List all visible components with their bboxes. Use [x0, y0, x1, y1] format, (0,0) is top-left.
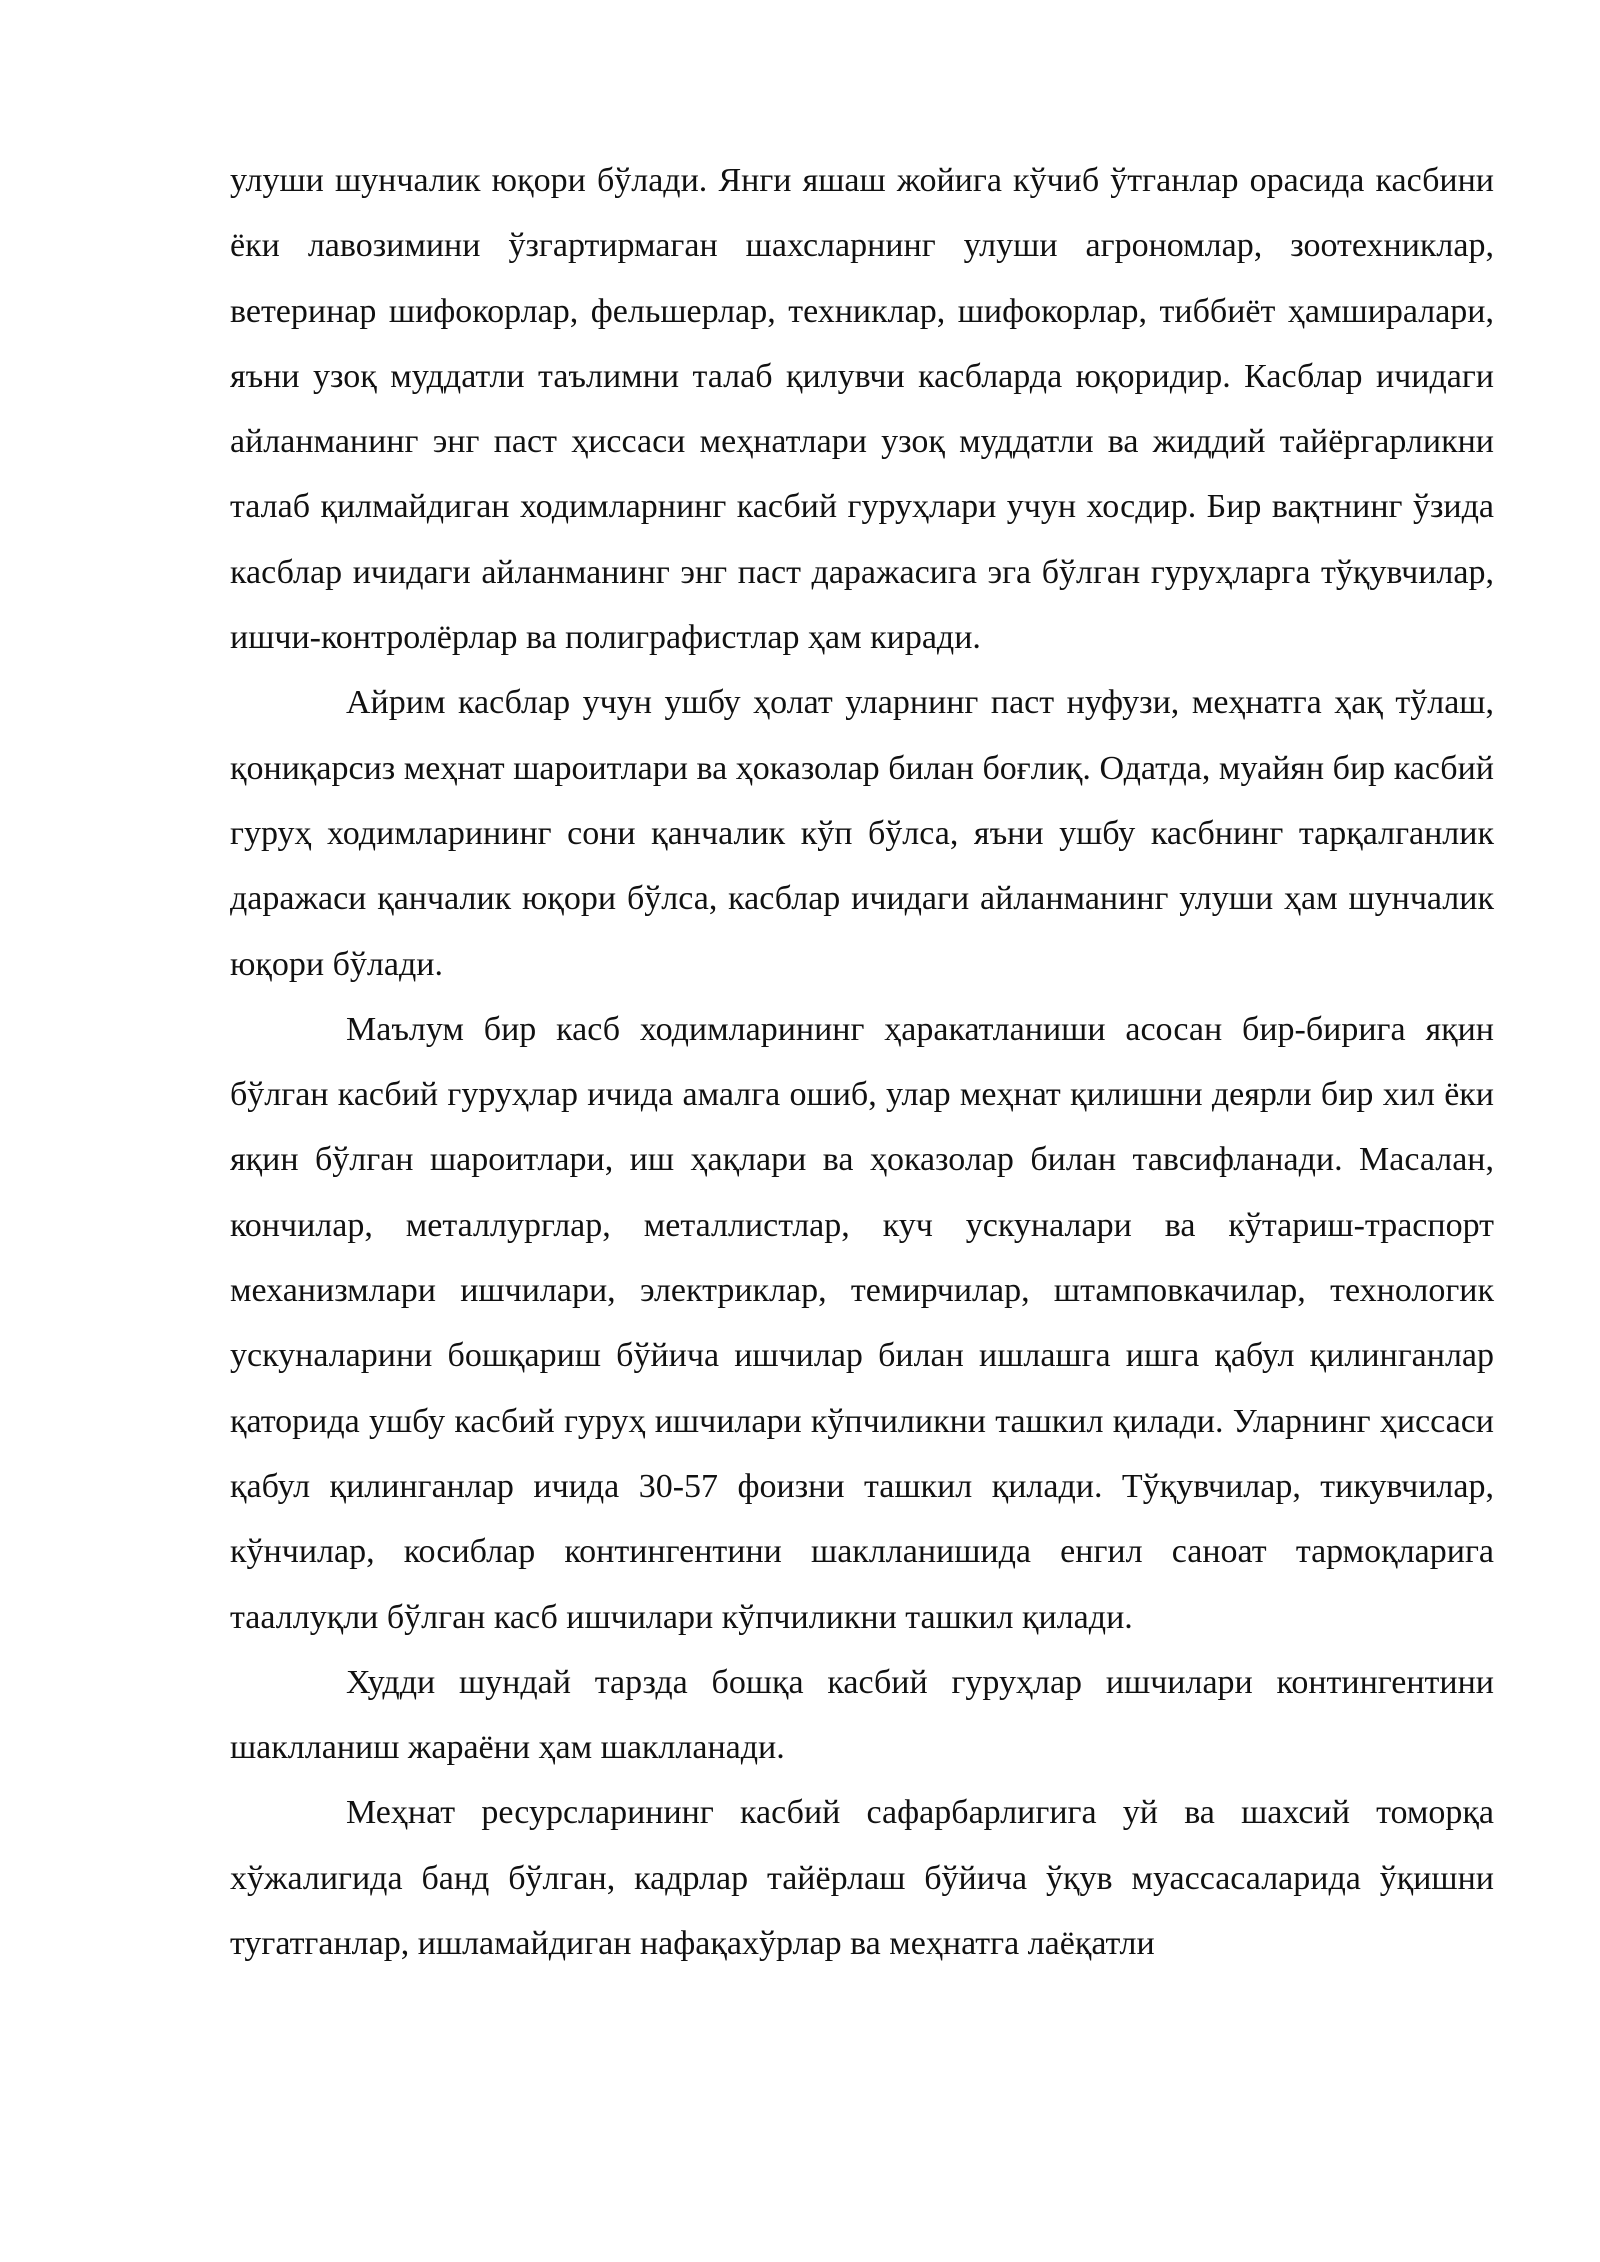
paragraph-mobility: Меҳнат ресурсларининг касбий сафарбарлигига уй ва шахсий томорқа хўжалигида банд бўлган, кадрлар тайёрлаш бўйича ўқув муассасаларида ўқишни тугатганлар, ишламайдиган нафақахўрлар ва меҳнатга лаёқатли [230, 1794, 1494, 1963]
paragraph-other-groups: Худди шундай тарзда бошқа касбий гуруҳлар ишчилари контингентини шаклланиш жараёни ҳам шаклланади. [230, 1663, 1494, 1767]
paragraph-continuation: улуши шунчалик юқори бўлади. Янги яшаш жойига кўчиб ўтганлар орасида касбини ёки лавозимини ўзгартирмаган шахсларнинг улуши агрономлар, зоотехниклар, ветеринар шифокорлар, фельшерлар, техниклар, шифокорлар, тиббиёт ҳамширалари, яъни узоқ муддатли таълимни талаб қилувчи касбларда юқоридир. Касблар ичидаги айланманинг энг паст ҳиссаси меҳнатлари узоқ муддатли ва жиддий тайёргарликни талаб қилмайдиган ходимларнинг касбий гуруҳлари учун хосдир. Бир вақтнинг ўзида касблар ичидаги айланманинг энг паст даражасига эга бўлган гуруҳларга тўқувчилар, ишчи-контролёрлар ва полиграфистлар ҳам киради. [230, 162, 1494, 657]
document-body [230, 148, 1494, 1976]
paragraph-low-prestige: Айрим касблар учун ушбу ҳолат уларнинг паст нуфузи, меҳнатга ҳақ тўлаш, қониқарсиз меҳнат шароитлари ва ҳоказолар билан боғлиқ. Одатда, муайян бир касбий гуруҳ ходимларининг сони қанчалик кўп бўлса, яъни ушбу касбнинг тарқалганлик даражаси қанчалик юқори бўлса, касблар ичидаги айланманинг улуши ҳам шунчалик юқори бўлади. [230, 684, 1494, 983]
paragraph-worker-movement: Маълум бир касб ходимларининг ҳаракатланиши асосан бир-бирига яқин бўлган касбий гуруҳлар ичида амалга ошиб, улар меҳнат қилишни деярли бир хил ёки яқин бўлган шароитлари, иш ҳақлари ва ҳоказолар билан тавсифланади. Масалан, кончилар, металлурглар, металлистлар, куч ускуналари ва кўтариш-траспорт механизмлари ишчилари, электриклар, темирчилар, штамповкачилар, технологик ускуналарини бошқариш бўйича ишчилар билан ишлашга ишга қабул қилинганлар қаторида ушбу касбий гуруҳ ишчилари кўпчиликни ташкил қилади. Уларнинг ҳиссаси қабул қилинганлар ичида 30-57 фоизни ташкил қилади. Тўқувчилар, тикувчилар, кўнчилар, косиблар контингентини шаклланишида енгил саноат тармоқларига тааллуқли бўлган касб ишчилари кўпчиликни ташкил қилади. [230, 1010, 1494, 1636]
